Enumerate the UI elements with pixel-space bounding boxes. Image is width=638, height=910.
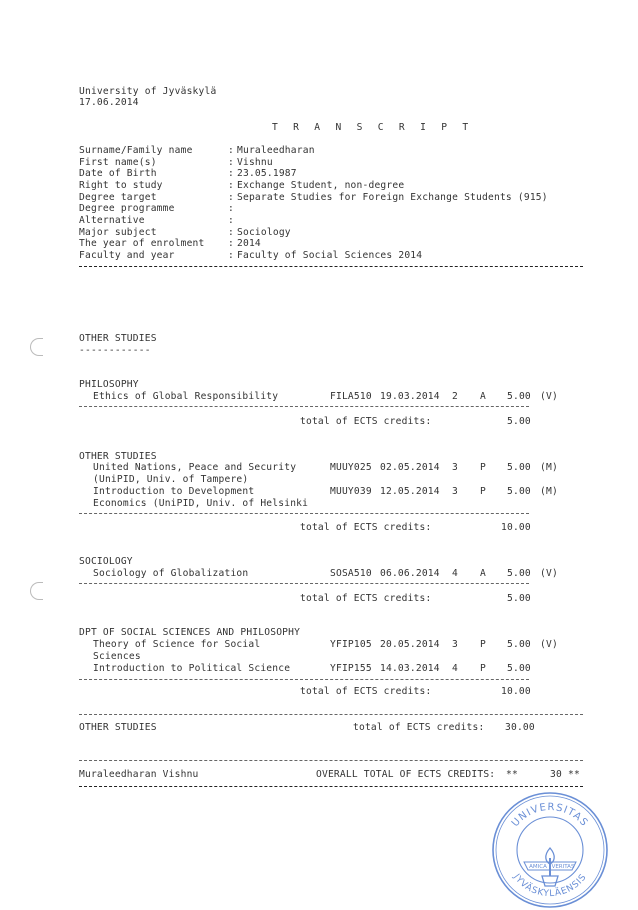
heading-underline: ------------ <box>79 345 151 356</box>
seal-banner-left: AMICA <box>529 864 547 870</box>
overall-total-label: OVERALL TOTAL OF ECTS CREDITS: <box>316 769 496 780</box>
course-date: 14.03.2014 <box>380 663 440 674</box>
info-colon: : <box>228 203 234 214</box>
course-code: YFIP155 <box>330 663 372 674</box>
section-total: 5.00 <box>507 416 531 427</box>
student-full-name: Muraleedharan Vishnu <box>79 769 199 780</box>
course-credits: 5.00 <box>507 462 531 473</box>
course-level: 3 <box>452 639 458 650</box>
university-seal-icon <box>490 790 610 910</box>
section-total-label: total of ECTS credits: <box>300 686 432 697</box>
summary-label: OTHER STUDIES <box>79 722 157 733</box>
footer-divider-top <box>79 760 583 761</box>
info-label: First name(s) <box>79 157 157 168</box>
course-mark: (V) <box>540 568 558 579</box>
course-grade: P <box>480 486 486 497</box>
info-colon: : <box>228 157 234 168</box>
course-date: 06.06.2014 <box>380 568 440 579</box>
info-colon: : <box>228 168 234 179</box>
info-value: Muraleedharan <box>237 145 315 156</box>
course-grade: P <box>480 639 486 650</box>
info-colon: : <box>228 192 234 203</box>
info-value: Faculty of Social Sciences 2014 <box>237 250 423 261</box>
info-value: Separate Studies for Foreign Exchange Students (915) <box>237 192 548 203</box>
seal-banner-right: VERITAS <box>551 864 575 870</box>
course-grade: A <box>480 391 486 402</box>
document-title: T R A N S C R I P T <box>272 122 473 133</box>
info-value: Vishnu <box>237 157 273 168</box>
info-colon: : <box>228 250 234 261</box>
course-code: MUUY025 <box>330 462 372 473</box>
section-divider <box>79 679 529 680</box>
seal-text-bottom: JYVÄSKYLÄENSIS <box>511 872 589 900</box>
course-code: YFIP105 <box>330 639 372 650</box>
seal-text-top: UNIVERSITAS <box>509 801 591 830</box>
course-credits: 5.00 <box>507 486 531 497</box>
course-name-continued: (UniPID, Univ. of Tampere) <box>93 474 249 485</box>
course-credits: 5.00 <box>507 568 531 579</box>
summary-total-label: total of ECTS credits: <box>353 722 485 733</box>
info-colon: : <box>228 180 234 191</box>
info-label: Degree programme <box>79 203 175 214</box>
info-value: 2014 <box>237 238 261 249</box>
overall-total: 30 <box>550 769 562 780</box>
course-code: MUUY039 <box>330 486 372 497</box>
section-total: 10.00 <box>501 522 531 533</box>
info-value: Exchange Student, non-degree <box>237 180 405 191</box>
course-credits: 5.00 <box>507 663 531 674</box>
info-colon: : <box>228 238 234 249</box>
course-credits: 5.00 <box>507 391 531 402</box>
transcript-date: 17.06.2014 <box>79 97 139 108</box>
course-name-continued: Sciences <box>93 651 141 662</box>
section-title: SOCIOLOGY <box>79 556 133 567</box>
stars-right: ** <box>568 769 580 780</box>
punch-hole-mark-bottom <box>30 582 43 600</box>
course-date: 20.05.2014 <box>380 639 440 650</box>
punch-hole-mark-top <box>30 338 43 356</box>
course-level: 4 <box>452 663 458 674</box>
info-label: Degree target <box>79 192 157 203</box>
section-title: DPT OF SOCIAL SCIENCES AND PHILOSOPHY <box>79 627 301 638</box>
info-value: Sociology <box>237 227 291 238</box>
info-colon: : <box>228 215 234 226</box>
course-mark: (V) <box>540 639 558 650</box>
info-value: 23.05.1987 <box>237 168 297 179</box>
course-level: 3 <box>452 486 458 497</box>
header-divider <box>79 266 583 267</box>
section-title: PHILOSOPHY <box>79 379 139 390</box>
info-colon: : <box>228 145 234 156</box>
course-mark: (M) <box>540 486 558 497</box>
course-grade: A <box>480 568 486 579</box>
section-total-label: total of ECTS credits: <box>300 416 432 427</box>
section-total-label: total of ECTS credits: <box>300 522 432 533</box>
summary-divider-top <box>79 714 583 715</box>
course-name: Introduction to Political Science <box>93 663 291 674</box>
course-level: 3 <box>452 462 458 473</box>
course-name: Theory of Science for Social <box>93 639 261 650</box>
info-label: Faculty and year <box>79 250 175 261</box>
section-total-label: total of ECTS credits: <box>300 593 432 604</box>
course-grade: P <box>480 462 486 473</box>
section-divider <box>79 406 529 407</box>
course-credits: 5.00 <box>507 639 531 650</box>
university-name: University of Jyväskylä <box>79 86 217 97</box>
course-level: 2 <box>452 391 458 402</box>
course-code: SOSA510 <box>330 568 372 579</box>
course-mark: (V) <box>540 391 558 402</box>
section-total: 10.00 <box>501 686 531 697</box>
stars-left: ** <box>506 769 518 780</box>
footer-divider-bottom <box>79 786 583 787</box>
info-label: Date of Birth <box>79 168 157 179</box>
info-label: Alternative <box>79 215 145 226</box>
course-date: 02.05.2014 <box>380 462 440 473</box>
summary-total: 30.00 <box>505 722 535 733</box>
section-divider <box>79 513 529 514</box>
course-code: FILA510 <box>330 391 372 402</box>
course-level: 4 <box>452 568 458 579</box>
other-studies-heading: OTHER STUDIES <box>79 333 157 344</box>
info-label: Right to study <box>79 180 163 191</box>
course-name: Introduction to Development <box>93 486 255 497</box>
section-title: OTHER STUDIES <box>79 451 157 462</box>
section-total: 5.00 <box>507 593 531 604</box>
info-label: Major subject <box>79 227 157 238</box>
info-colon: : <box>228 227 234 238</box>
course-date: 19.03.2014 <box>380 391 440 402</box>
course-date: 12.05.2014 <box>380 486 440 497</box>
course-name: Sociology of Globalization <box>93 568 249 579</box>
section-divider <box>79 583 529 584</box>
course-name: Ethics of Global Responsibility <box>93 391 279 402</box>
course-mark: (M) <box>540 462 558 473</box>
info-label: The year of enrolment <box>79 238 205 249</box>
course-name-continued: Economics (UniPID, Univ. of Helsinki <box>93 498 309 509</box>
course-grade: P <box>480 663 486 674</box>
info-label: Surname/Family name <box>79 145 193 156</box>
course-name: United Nations, Peace and Security <box>93 462 297 473</box>
